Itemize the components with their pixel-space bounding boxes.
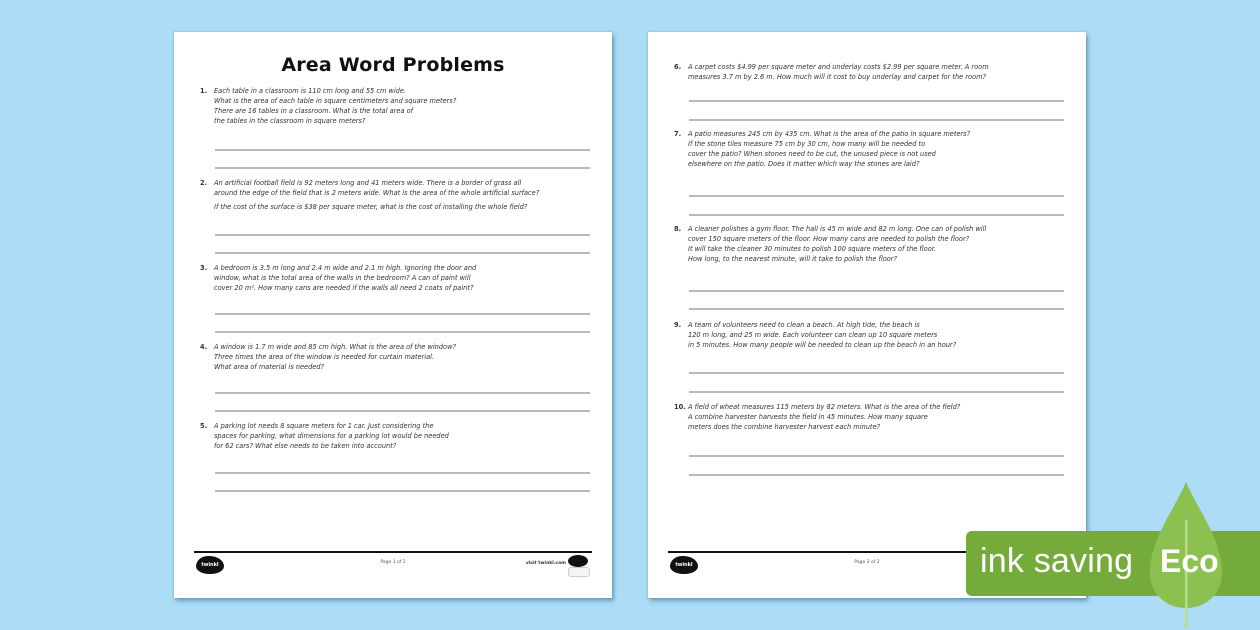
question-line: If the cost of the surface is $38 per square meter, what is the cost of installing the whole field?: [214, 203, 528, 211]
question-line: What is the area of each table in square centimeters and square meters?: [214, 97, 457, 105]
answer-line[interactable]: [215, 167, 590, 169]
question-line: Three times the area of the window is needed for curtain material.: [214, 353, 435, 361]
answer-line[interactable]: [215, 252, 590, 254]
question-4: [200, 342, 592, 372]
page-number: Page 2 of 2: [854, 560, 880, 565]
question-8: [674, 224, 1066, 264]
question-number: 3.: [200, 264, 208, 272]
question-number: 9.: [674, 321, 682, 329]
answer-line[interactable]: [689, 372, 1064, 374]
answer-line[interactable]: [689, 119, 1064, 121]
question-line: There are 16 tables in a classroom. What is the total area of: [214, 107, 413, 115]
question-10: [674, 402, 1066, 432]
question-line: How long, to the nearest minute, will it take to polish the floor?: [688, 255, 898, 263]
question-number: 5.: [200, 422, 208, 430]
question-number: 6.: [674, 63, 682, 71]
question-line: A patio measures 245 cm by 435 cm. What is the area of the patio in square meters?: [688, 130, 971, 138]
question-line: window, what is the total area of the walls in the bedroom? A can of paint will: [214, 274, 471, 282]
worksheet-page-2: [648, 32, 1086, 598]
answer-line[interactable]: [689, 100, 1064, 102]
answer-line[interactable]: [215, 392, 590, 394]
question-line: A carpet costs $4.99 per square meter and underlay costs $2.99 per square meter. A room: [688, 63, 989, 71]
question-line: the tables in the classroom in square meters?: [214, 117, 366, 125]
question-line: An artificial football field is 92 meters long and 41 meters wide. There is a border of grass all: [214, 179, 522, 187]
question-line: If the stone tiles measure 75 cm by 30 cm, how many will be needed to: [688, 140, 926, 148]
answer-line[interactable]: [689, 308, 1064, 310]
question-line: elsewhere on the patio. Does it matter which way the stones are laid?: [688, 160, 920, 168]
question-number: 7.: [674, 130, 682, 138]
question-line: What area of material is needed?: [214, 363, 325, 371]
answer-line[interactable]: [215, 313, 590, 315]
answer-line[interactable]: [215, 490, 590, 492]
question-2: [200, 178, 592, 212]
question-line: in 5 minutes. How many people will be needed to clean up the beach in an hour?: [688, 341, 957, 349]
answer-line[interactable]: [215, 149, 590, 151]
question-line: cover 150 square meters of the floor. How many cans are needed to polish the floor?: [688, 235, 970, 243]
answer-line[interactable]: [215, 410, 590, 412]
question-line: for 62 cars? What else needs to be taken into account?: [214, 442, 397, 450]
question-line: meters does the combine harvester harvest each minute?: [688, 423, 881, 431]
question-3: [200, 263, 592, 293]
question-line: cover 20 m². How many cans are needed if the walls all need 2 coats of paint?: [214, 284, 474, 292]
ink-saving-label: ink saving: [980, 542, 1134, 580]
worksheet-page-1: [174, 32, 612, 598]
answer-line[interactable]: [689, 391, 1064, 393]
footer-rule: [194, 551, 592, 553]
question-line: measures 3.7 m by 2.6 m. How much will it cost to buy underlay and carpet for the room?: [688, 73, 987, 81]
twinkl-logo-icon: twinkl: [670, 556, 698, 574]
answer-line[interactable]: [215, 234, 590, 236]
question-line: It will take the cleaner 30 minutes to polish 100 square meters of the floor.: [688, 245, 936, 253]
footer-link[interactable]: visit twinkl.com: [525, 561, 566, 566]
answer-line[interactable]: [215, 331, 590, 333]
page-number: Page 1 of 2: [380, 560, 406, 565]
question-line: spaces for parking, what dimensions for a parking lot would be needed: [214, 432, 449, 440]
question-line: A parking lot needs 8 square meters for 1 car. Just considering the: [214, 422, 434, 430]
pencil-icon: [568, 567, 590, 577]
question-7: [674, 129, 1066, 169]
question-line: A cleaner polishes a gym floor. The hall is 45 m wide and 82 m long. One can of polish will: [688, 225, 987, 233]
answer-line[interactable]: [215, 472, 590, 474]
twinkl-logo-icon: twinkl: [196, 556, 224, 574]
question-line: 120 m long, and 25 m wide. Each volunteer can clean up 10 square meters: [688, 331, 938, 339]
answer-line[interactable]: [689, 290, 1064, 292]
answer-line[interactable]: [689, 474, 1064, 476]
eco-label: Eco: [1160, 543, 1219, 579]
question-line: A team of volunteers need to clean a beach. At high tide, the beach is: [688, 321, 920, 329]
twinkl-small-logo-icon: [568, 555, 588, 567]
question-line: A field of wheat measures 115 meters by 82 meters. What is the area of the field?: [688, 403, 961, 411]
question-number: 2.: [200, 179, 208, 187]
question-line: A bedroom is 3.5 m long and 2.4 m wide and 2.1 m high. Ignoring the door and: [214, 264, 477, 272]
question-5: [200, 421, 592, 451]
question-9: [674, 320, 1066, 350]
question-line: A window is 1.7 m wide and 85 cm high. What is the area of the window?: [214, 343, 456, 351]
question-number: 4.: [200, 343, 208, 351]
question-line: cover the patio? When stones need to be cut, the unused piece is not used: [688, 150, 936, 158]
question-6: [674, 62, 1066, 82]
question-line: A combine harvester harvests the field in 45 minutes. How many square: [688, 413, 928, 421]
answer-line[interactable]: [689, 195, 1064, 197]
question-number: 8.: [674, 225, 682, 233]
answer-line[interactable]: [689, 214, 1064, 216]
question-number: 10.: [674, 403, 686, 411]
question-number: 1.: [200, 87, 208, 95]
worksheet-title: Area Word Problems: [281, 54, 505, 76]
answer-line[interactable]: [689, 455, 1064, 457]
question-1: [200, 86, 592, 126]
question-line: Each table in a classroom is 110 cm long and 55 cm wide.: [214, 87, 407, 95]
question-line: around the edge of the field that is 2 meters wide. What is the area of the whole artificial surface?: [214, 189, 540, 197]
